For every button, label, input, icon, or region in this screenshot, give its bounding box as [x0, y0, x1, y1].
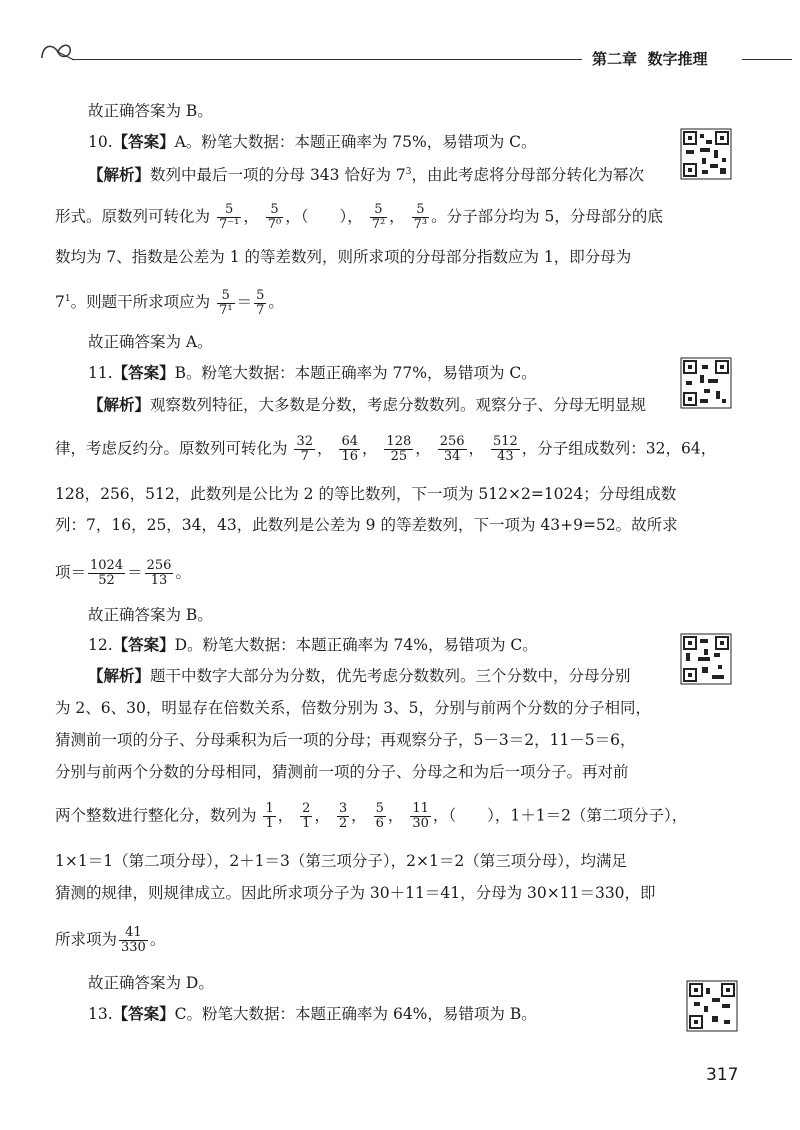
q11-analysis-2: 律，考虑反约分。原数列可转化为 $\frac{32}{7}$ ， $\frac{64}{16}$ ， $\frac{128}{25}$ ， $\frac{256}{34}$ ， $\frac{512}{43}$ ，分子组成数列：32，64， — [55, 434, 717, 464]
q10-analysis-4: $7^1$。则题干所求项应为 $\frac{5}{\text{7¹}}$ ＝ $\frac{5}{7}$ 。 — [55, 287, 284, 318]
fraction: $\frac{11}{30}$ — [412, 801, 429, 831]
header-rule-left — [72, 59, 582, 60]
fraction: $\frac{2}{1}$ — [302, 801, 311, 831]
q12-analysis-4: 分别与前两个分数的分母相同，猜测前一项的分子、分母之和为后一项分子。再对前 — [55, 763, 629, 781]
fraction: $\frac{5}{6}$ — [375, 801, 384, 831]
q12-analysis-6: 1×1＝1（第二项分母），2＋1＝3（第三项分子），2×1＝2（第三项分母），均满足 — [55, 852, 627, 870]
q12-analysis-2: 为 2、6、30，明显存在倍数关系，倍数分别为 3、5，分别与前两个分数的分子相同， — [55, 699, 652, 717]
fraction: $\frac{5}{\text{7²}}$ — [371, 202, 386, 232]
q11-analysis-1: 【解析】观察数列特征，大多数是分数，考虑分数数列。观察分子、分母无明显规 — [88, 396, 647, 414]
q10-analysis-3: 数均为 7、指数是公差为 1 的等差数列，则所求项的分母部分指数应为 1，即分母为 — [55, 248, 632, 266]
fraction: $\frac{1}{1}$ — [265, 801, 274, 831]
qr-code-icon[interactable] — [680, 128, 732, 180]
fraction: $\frac{512}{43}$ — [492, 434, 518, 464]
q11-analysis-3: 128，256，512，此数列是公比为 2 的等比数列，下一项为 512×2=1024；分母组成数 — [55, 485, 677, 503]
q11-analysis-4: 列：7，16，25，34，43，此数列是公差为 9 的等差数列，下一项为 43+9=52。故所求 — [55, 516, 678, 534]
fraction: $\frac{3}{2}$ — [338, 801, 348, 831]
q12-analysis-5: 两个整数进行整化分，数列为 $\frac{1}{1}$ ， $\frac{2}{1}$ ， $\frac{3}{2}$ ， $\frac{5}{6}$ ， $\frac{11}{30}$ ，（ ），1＋1＝2（第二项分子）， — [55, 801, 688, 831]
fraction: $\frac{41}{330}$ — [121, 925, 146, 955]
q10-analysis-1: 【解析】数列中最后一项的分母 343 恰好为 $7^3$，由此考虑将分母部分转化为幂次 — [88, 166, 644, 185]
answer-line: 故正确答案为 D。 — [88, 974, 214, 992]
q12-analysis-1: 【解析】题干中数字大部分为分数，优先考虑分数数列。三个分数中，分母分别 — [88, 667, 631, 685]
fraction: $\frac{5}{\text{7⁻¹}}$ — [218, 202, 240, 232]
q11-answer: 11.【答案】B。粉笔大数据：本题正确率为 77%，易错项为 C。 — [88, 364, 537, 382]
header-rule-right — [742, 59, 792, 60]
fraction: $\frac{5}{\text{7⁰}}$ — [267, 202, 282, 232]
chapter-label: 第二章 数字推理 — [592, 50, 708, 68]
q10-answer: 10.【答案】A。粉笔大数据：本题正确率为 75%，易错项为 C。 — [88, 133, 537, 151]
fraction: $\frac{64}{16}$ — [341, 434, 358, 464]
qr-code-icon[interactable] — [680, 633, 732, 685]
fraction: $\frac{128}{25}$ — [386, 434, 412, 464]
q13-answer: 13.【答案】C。粉笔大数据：本题正确率为 64%，易错项为 B。 — [88, 1005, 537, 1023]
qr-code-icon[interactable] — [686, 980, 738, 1032]
fraction: $\frac{256}{34}$ — [439, 434, 465, 464]
q12-answer: 12.【答案】D。粉笔大数据：本题正确率为 74%，易错项为 C。 — [88, 636, 538, 654]
qr-code-icon[interactable] — [680, 357, 732, 409]
fraction: $\frac{32}{7}$ — [296, 434, 313, 464]
fraction: $\frac{256}{13}$ — [146, 558, 172, 588]
fraction: $\frac{5}{7}$ — [256, 287, 265, 318]
fraction: $\frac{1024}{52}$ — [90, 558, 124, 588]
leaf-logo-icon — [38, 38, 78, 64]
q11-analysis-5: 项＝ $\frac{1024}{52}$ ＝ $\frac{256}{13}$ 。 — [55, 558, 191, 588]
fraction: $\frac{5}{\text{7³}}$ — [413, 202, 428, 232]
q12-analysis-8: 所求项为 $\frac{41}{330}$ 。 — [55, 925, 166, 955]
answer-line: 故正确答案为 A。 — [88, 333, 213, 351]
page-number: 317 — [706, 1065, 739, 1085]
q12-analysis-3: 猜测前一项的分子、分母乘积为后一项的分母；再观察分子，5－3＝2，11－5＝6， — [55, 731, 636, 749]
answer-line: 故正确答案为 B。 — [88, 102, 213, 120]
q12-analysis-7: 猜测的规律，则规律成立。因此所求项分子为 30＋11＝41，分母为 30×11＝330，即 — [55, 884, 656, 902]
answer-line: 故正确答案为 B。 — [88, 606, 213, 624]
q10-analysis-2: 形式。原数列可转化为 $\frac{5}{\text{7⁻¹}}$ ， $\frac{5}{\text{7⁰}}$ ，（ ）， $\frac{5}{\text{7²}}$ ， $\frac{5}{\text{7³}}$ 。分子部分均为 5，分母部分的底 — [55, 202, 663, 232]
fraction: $\frac{5}{\text{7¹}}$ — [219, 287, 233, 318]
